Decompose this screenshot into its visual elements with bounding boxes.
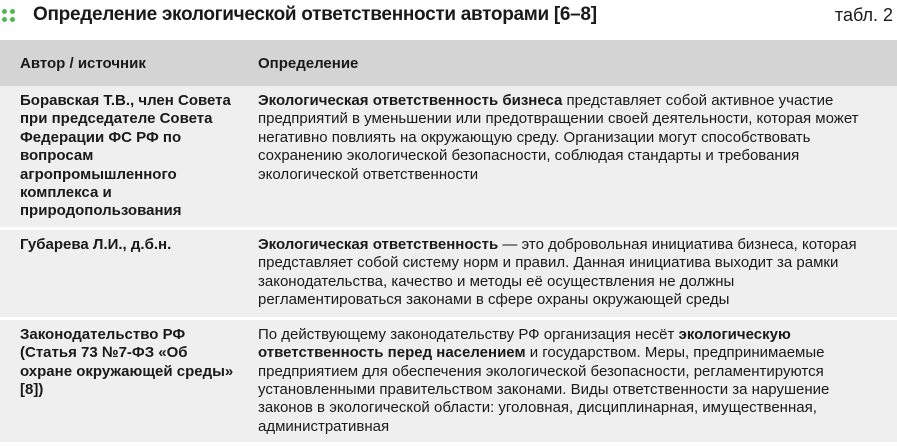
author-cell: Боравская Т.В., член Совета при председателе Совета Федерации ФС РФ по вопросам агропромышленного комплекса и природопользования — [0, 86, 246, 228]
definition-text: представляет собой активное участие предприятий в уменьшении или предотвращении своей деятельности, которая может негативно повлиять на окружающую среду. Организации могут способствовать сохранению экологической безопасности, соблюдая стандарты и требования экологической ответственности — [258, 92, 859, 183]
definition-term: Экологическая ответственность бизнеса — [258, 92, 563, 109]
definition-term: экологическую ответственность перед населением — [258, 325, 791, 362]
table-row — [0, 86, 897, 228]
column-header-definition: Определение — [246, 40, 897, 86]
definition-cell — [246, 86, 897, 228]
author-cell: Законодательство РФ (Статья 73 №7-ФЗ «Об охране окружающей среды» [8]) — [0, 318, 246, 442]
column-header-author: Автор / источник — [0, 40, 246, 86]
table-header — [0, 0, 897, 34]
definition-text-start: По действующему законодательству РФ организация несёт — [258, 325, 679, 343]
definition-text: и государством. Меры, предпринимаемые предприятием для обеспечения экологической безопасности, регламентируются установленными правительством законами. Виды ответственности за нарушение законов в экологической области: уголовная, дисциплинарная, имущественная, административная — [258, 344, 830, 435]
definition-cell — [246, 228, 897, 318]
table-title: Определение экологической ответственности авторами [6–8] — [33, 4, 597, 25]
definition-cell — [246, 318, 897, 442]
definitions-table — [0, 40, 897, 442]
table-row — [0, 318, 897, 442]
table-header-row — [0, 40, 897, 86]
definition-text: — это добровольная инициатива бизнеса, которая представляет собой систему норм и правил. Данная инициатива выходит за рамки законодательства, качество и методы её осуществления не должны регламентироваться законами в сфере охраны окружающей среды — [258, 235, 857, 309]
author-cell: Губарева Л.И., д.б.н. — [0, 228, 246, 318]
table-row — [0, 228, 897, 318]
definition-term: Экологическая ответственность — [258, 235, 499, 253]
table-number-label: табл. 2 — [834, 5, 893, 25]
green-dots-icon — [2, 9, 16, 23]
